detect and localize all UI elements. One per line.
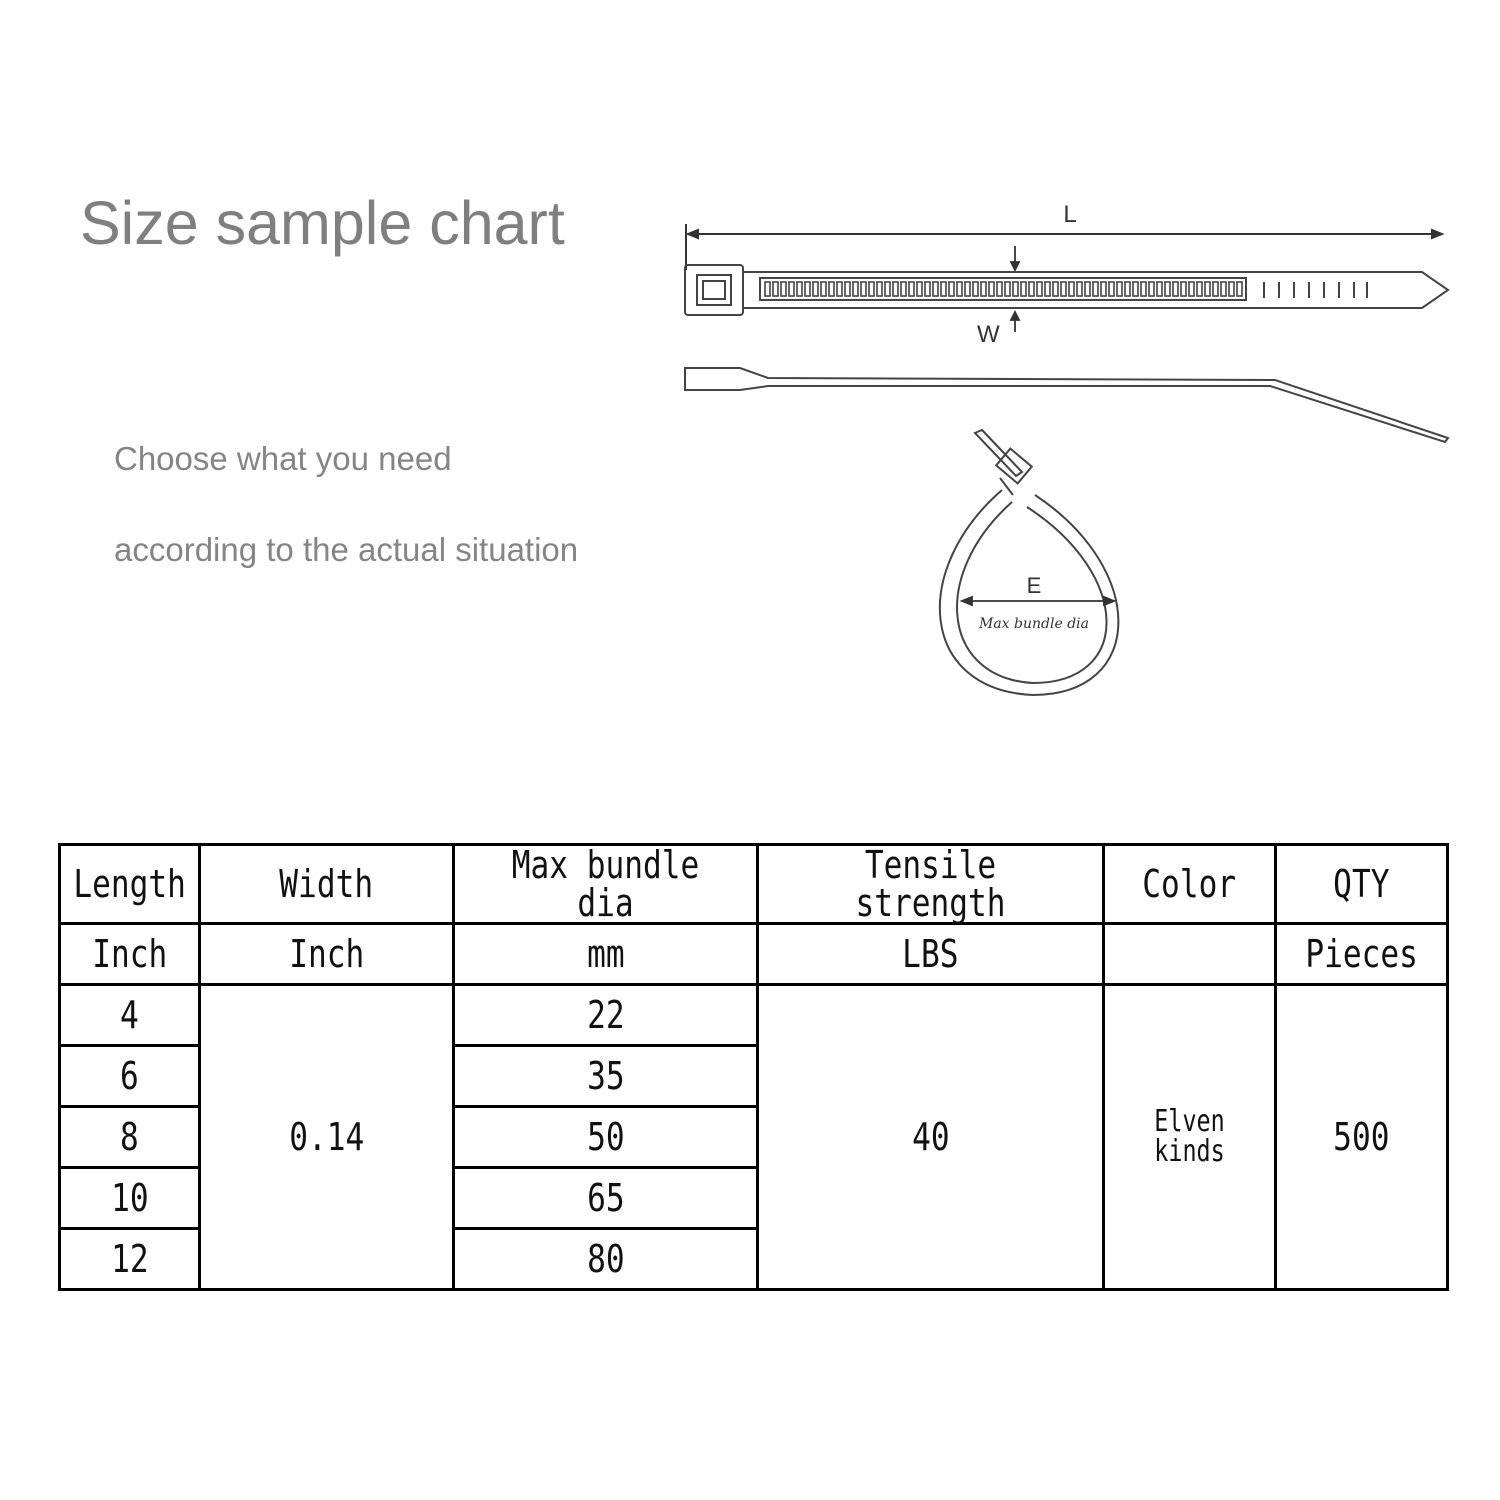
tie-tooth: [1205, 282, 1210, 296]
tie-tooth: [1013, 282, 1018, 296]
tie-tooth: [805, 282, 810, 296]
qty-cell: 500: [1276, 985, 1448, 1290]
tie-tooth: [1157, 282, 1162, 296]
tie-tooth: [1213, 282, 1218, 296]
length-label: L: [1063, 201, 1077, 228]
tie-tooth: [957, 282, 962, 296]
header-color: Color: [1104, 845, 1276, 924]
subtitle-line-2: according to the actual situation: [114, 531, 579, 568]
page-title: Size sample chart: [80, 189, 565, 257]
unit-qty: Pieces: [1276, 924, 1448, 985]
tie-tooth: [1149, 282, 1154, 296]
tie-tooth: [837, 282, 842, 296]
tie-tooth: [1141, 282, 1146, 296]
tie-tooth: [1133, 282, 1138, 296]
tie-tooth: [941, 282, 946, 296]
length-cell: 6: [60, 1046, 200, 1107]
tie-tooth: [1069, 282, 1074, 296]
tie-tooth: [1085, 282, 1090, 296]
tie-tooth: [773, 282, 778, 296]
tie-tooth: [1237, 282, 1242, 296]
length-cell: 12: [60, 1229, 200, 1290]
size-spec-table: [58, 843, 1449, 1291]
tie-tooth: [1021, 282, 1026, 296]
tie-tooth: [973, 282, 978, 296]
tie-tooth: [933, 282, 938, 296]
tie-tooth: [1197, 282, 1202, 296]
subtitle-line-1: Choose what you need: [114, 440, 452, 477]
tie-tooth: [845, 282, 850, 296]
tie-tooth: [949, 282, 954, 296]
tie-tooth: [861, 282, 866, 296]
table-row: [60, 985, 1448, 1046]
unit-tensile: LBS: [758, 924, 1104, 985]
tie-tooth: [1181, 282, 1186, 296]
bundle-caption: Max bundle dia: [979, 616, 1089, 632]
tie-tooth: [885, 282, 890, 296]
tie-tooth: [925, 282, 930, 296]
tie-side-view: [685, 368, 1448, 442]
tie-tooth: [965, 282, 970, 296]
unit-width: Inch: [200, 924, 454, 985]
tie-tooth: [1221, 282, 1226, 296]
header-length: Length: [60, 845, 200, 924]
tie-tooth: [1189, 282, 1194, 296]
tie-tooth: [893, 282, 898, 296]
bundle-label: E: [1026, 573, 1042, 598]
tie-tooth: [1005, 282, 1010, 296]
tie-tooth: [869, 282, 874, 296]
length-cell: 10: [60, 1168, 200, 1229]
tie-tooth: [1125, 282, 1130, 296]
tie-tooth: [909, 282, 914, 296]
tie-tooth: [1093, 282, 1098, 296]
length-dimension: [686, 224, 1442, 270]
tie-tooth: [853, 282, 858, 296]
bundle-dia-cell: 65: [454, 1168, 758, 1229]
tie-tooth: [765, 282, 770, 296]
tie-tooth: [1029, 282, 1034, 296]
tie-tooth: [1173, 282, 1178, 296]
bundle-dia-cell: 80: [454, 1229, 758, 1290]
unit-length: Inch: [60, 924, 200, 985]
color-cell: Elven kinds: [1104, 985, 1276, 1290]
tie-tooth: [1117, 282, 1122, 296]
unit-bundle-dia: mm: [454, 924, 758, 985]
tie-tooth: [1053, 282, 1058, 296]
header-bundle-dia: Max bundle dia: [454, 845, 758, 924]
tie-tooth: [781, 282, 786, 296]
tie-tooth: [877, 282, 882, 296]
bundle-dia-cell: 50: [454, 1107, 758, 1168]
tie-tooth: [829, 282, 834, 296]
width-cell: 0.14: [200, 985, 454, 1290]
tie-tooth: [1101, 282, 1106, 296]
tie-loop-view: [940, 430, 1119, 695]
bundle-dia-cell: 35: [454, 1046, 758, 1107]
tie-tooth: [989, 282, 994, 296]
cable-tie-diagram: [670, 190, 1470, 710]
tie-tooth: [1109, 282, 1114, 296]
bundle-dia-cell: 22: [454, 985, 758, 1046]
tie-tooth: [789, 282, 794, 296]
tie-tooth: [1077, 282, 1082, 296]
tie-tooth: [901, 282, 906, 296]
tie-tooth: [1045, 282, 1050, 296]
header-qty: QTY: [1276, 845, 1448, 924]
unit-color: [1104, 924, 1276, 985]
header-width: Width: [200, 845, 454, 924]
tensile-cell: 40: [758, 985, 1104, 1290]
header-tensile: Tensile strength: [758, 845, 1104, 924]
tie-tooth: [997, 282, 1002, 296]
length-cell: 4: [60, 985, 200, 1046]
tie-tail-marks: [1264, 282, 1367, 298]
tie-tooth: [1061, 282, 1066, 296]
tie-teeth: [765, 282, 1242, 296]
tie-tooth: [797, 282, 802, 296]
table-units-row: [60, 924, 1448, 985]
tie-tooth: [1229, 282, 1234, 296]
tie-tooth: [821, 282, 826, 296]
tie-tooth: [1037, 282, 1042, 296]
width-label: W: [977, 321, 1000, 348]
tie-tooth: [813, 282, 818, 296]
length-cell: 8: [60, 1107, 200, 1168]
tie-tooth: [1165, 282, 1170, 296]
bundle-dimension: [962, 597, 1114, 605]
tie-tooth: [981, 282, 986, 296]
tie-tooth: [917, 282, 922, 296]
table-header-row: [60, 845, 1448, 924]
